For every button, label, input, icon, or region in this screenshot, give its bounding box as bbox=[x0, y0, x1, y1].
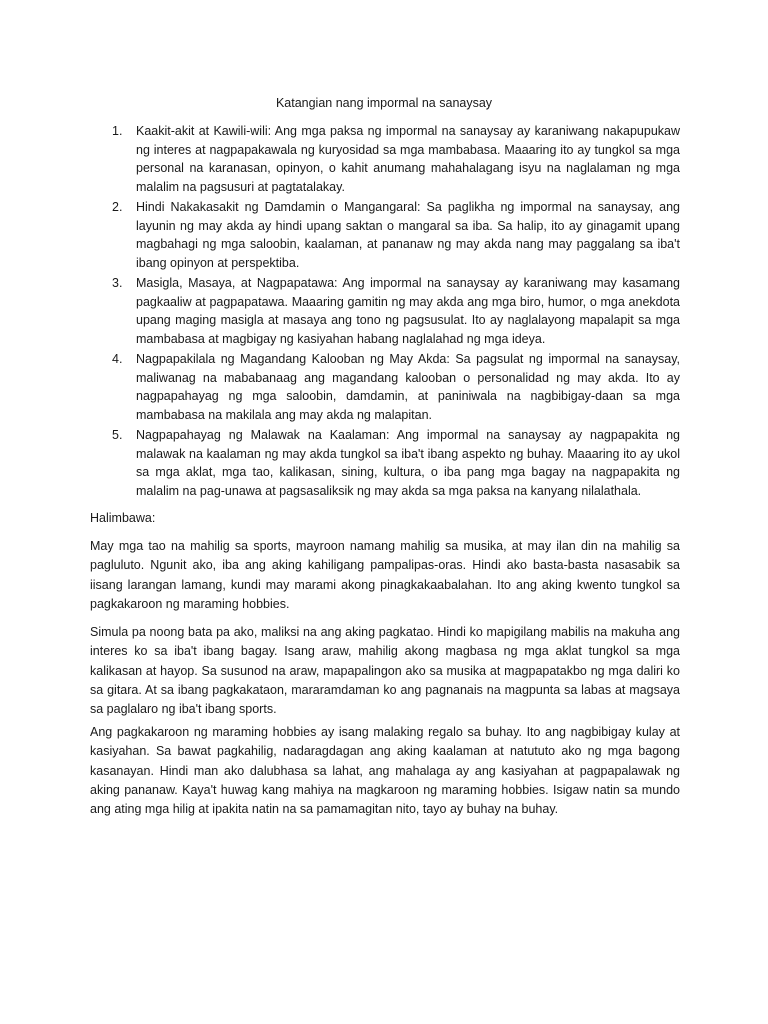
body-paragraph: May mga tao na mahilig sa sports, mayroon namang mahilig sa musika, at may ilan din na mahilig sa pagluluto. Ngunit ako, iba ang aking kahiligang pampalipas-oras. Hindi ako basta-basta nasasabik sa iisang larangan lamang, kundi may marami akong pinagkakaabalahan. Ito ang aking kwento tungkol sa pagkakaroon ng maraming hobbies. bbox=[90, 539, 680, 611]
body-paragraph: Simula pa noong bata pa ako, maliksi na ang aking pagkatao. Hindi ko mapigilang mabilis na makuha ang interes ko sa iba't ibang bagay. Isang araw, mahilig akong magbasa ng mga aklat tungkol sa mga kalikasan at hayop. Sa susunod na araw, mapapalingon ako sa musika at magpapatakbo ng mga daliri ko sa gitara. At sa ibang pagkakataon, mararamdaman ko ang pagnanais na magpunta sa labas at magsaya sa paglalaro ng iba't ibang sports. bbox=[90, 625, 680, 717]
list-item bbox=[106, 198, 680, 272]
list-item-text: Kaakit-akit at Kawili-wili: Ang mga paksa ng impormal na sanaysay ay karaniwang nakapupukaw ng interes at nagpapakawala ng kuryosidad sa mga mambabasa. Maaaring ito ay tungkol sa mga personal na karanasan, opinyon, o kahit anumang mahahalagang isyu na naglalaman ng mga malalim na pagsusuri at pagtatalakay. bbox=[136, 124, 680, 194]
list-item-text: Hindi Nakakasakit ng Damdamin o Mangangaral: Sa paglikha ng impormal na sanaysay, ang layunin ng may akda ay hindi upang saktan o mangaral sa iba. Sa halip, ito ay ginagamit upang magbahagi ng mga saloobin, kaalaman, at pananaw ng may akda nang may paggalang sa iba't ibang opinyon at perspektiba. bbox=[136, 200, 680, 270]
document-title: Katangian nang impormal na sanaysay bbox=[275, 96, 493, 110]
list-item-number: 4. bbox=[112, 352, 123, 366]
list-item-text: Nagpapakilala ng Magandang Kalooban ng May Akda: Sa pagsulat ng impormal na sanaysay, maliwanag na mababanaag ang magandang kalooban o personalidad ng may akda. Ito ay nagpapahayag ng mga saloobin, damdamin, at paniniwala na nagbibigay-daan sa mga mambabasa na makilala ang may akda ng malapitan. bbox=[136, 352, 680, 422]
body-paragraph: Ang pagkakaroon ng maraming hobbies ay isang malaking regalo sa buhay. Ito ang nagbibigay kulay at kasiyahan. Sa bawat pagkahilig, nadaragdagan ang aking kaalaman at natututo ako ng mga bagong kasanayan. Hindi man ako dalubhasa sa lahat, ang mahalaga ay ang kasiyahan at pagpapalawak ng aking pananaw. Kaya't huwag kang mahiya na magkaroon ng maraming hobbies. Isigaw natin sa mundo ang ating mga hilig at ipakita natin na sa pamamagitan nito, tayo ay buhay na buhay. bbox=[90, 725, 680, 817]
list-item-number: 2. bbox=[112, 200, 123, 214]
list-item-number: 5. bbox=[112, 428, 123, 442]
list-item bbox=[106, 274, 680, 348]
list-item-number: 3. bbox=[112, 276, 123, 290]
list-item-number: 1. bbox=[112, 124, 123, 138]
list-item bbox=[106, 426, 680, 500]
example-heading: Halimbawa: bbox=[90, 511, 156, 525]
list-item-text: Nagpapahayag ng Malawak na Kaalaman: Ang impormal na sanaysay ay nagpapakita ng malawak na kaalaman ng may akda tungkol sa iba't ibang aspekto ng buhay. Maaaring ito ay ukol sa mga aklat, mga tao, kalikasan, sining, kultura, o iba pang mga bagay na nagpapakita ng malalim na pag-unawa at pagsasaliksik ng may akda sa mga paksa na kanyang nilalathala. bbox=[136, 428, 680, 498]
list-item bbox=[106, 350, 680, 424]
characteristics-list bbox=[106, 122, 680, 502]
list-item-text: Masigla, Masaya, at Nagpapatawa: Ang impormal na sanaysay ay karaniwang may kasamang pagkaaliw at pagpapatawa. Maaaring gamitin ng may akda ang mga biro, humor, o mga anekdota upang maging masigla at masaya ang tono ng pagsusulat. Ito ay naglalayong mapalapit sa mga mambabasa at magbigay ng kasiyahan habang naglalahad ng mga ideya. bbox=[136, 276, 680, 346]
list-item bbox=[106, 122, 680, 196]
